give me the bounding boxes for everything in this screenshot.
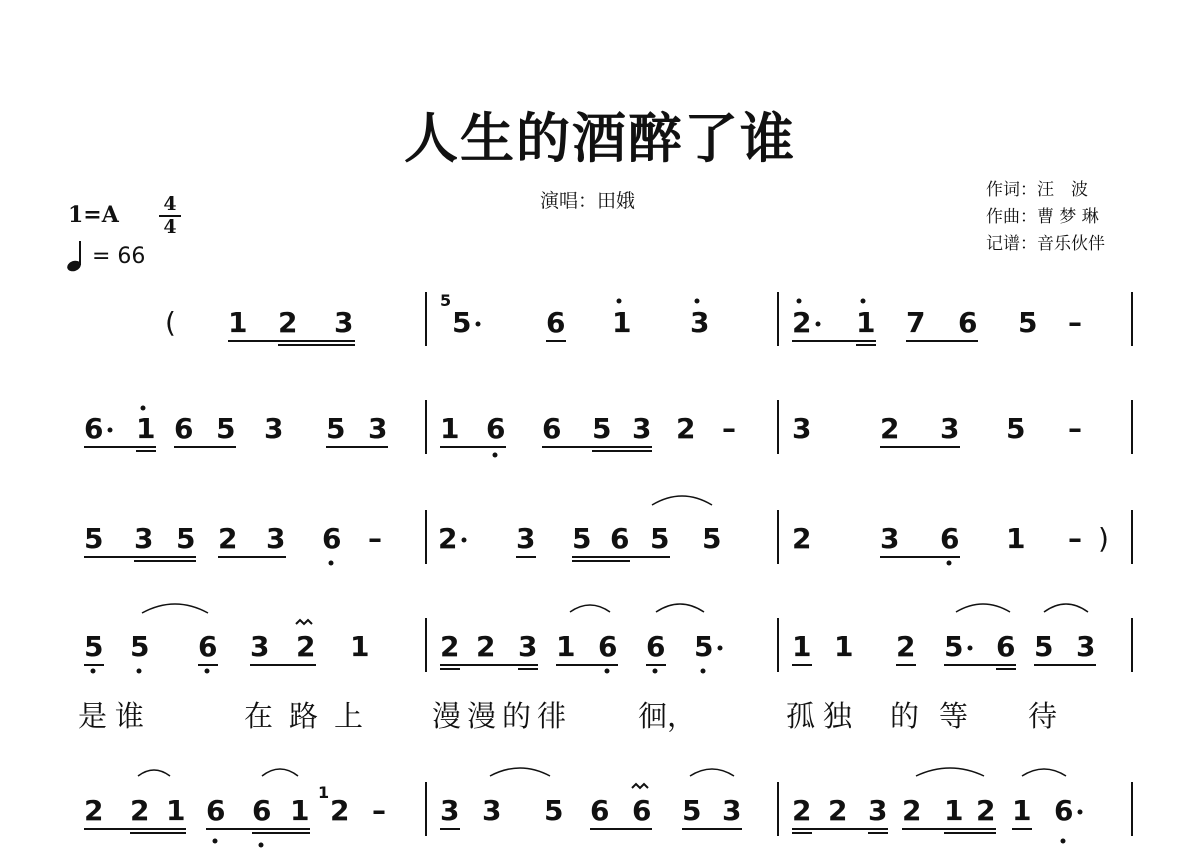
singer-credit: 演唱：田娥 [540,190,636,212]
svg-text:1: 1 [166,794,186,827]
svg-text:2: 2 [296,630,316,663]
lyric-1: 是谁 [78,699,153,733]
svg-text:2: 2 [976,794,996,827]
svg-text:2: 2 [330,794,350,827]
svg-text:5: 5 [650,522,670,555]
svg-text:2: 2 [84,794,104,827]
lyric-2: 在路上 [244,699,380,733]
svg-text:5: 5 [326,412,346,445]
svg-text:–: – [372,794,386,827]
svg-text:3: 3 [134,522,154,555]
svg-text:1: 1 [136,412,156,445]
svg-text:6: 6 [174,412,194,445]
svg-text:3: 3 [334,306,354,339]
svg-text:1: 1 [792,630,812,663]
meter-top: 4 [163,193,177,215]
svg-text:2: 2 [792,522,812,555]
score-row-2 [84,400,1132,458]
svg-text:2: 2 [476,630,496,663]
svg-text:5: 5 [84,522,104,555]
composer-credit: 作曲：曹 梦 琳 [986,207,1099,227]
lyric-6: 的等 [890,699,989,733]
svg-text:6: 6 [590,794,610,827]
svg-text:–: – [1068,522,1082,555]
svg-text:1: 1 [856,306,876,339]
svg-text:5: 5 [216,412,236,445]
svg-text:6: 6 [84,412,104,445]
svg-text:6: 6 [198,630,218,663]
svg-text:2: 2 [896,630,916,663]
svg-text:1: 1 [350,630,370,663]
svg-text:1: 1 [612,306,632,339]
svg-text:6: 6 [486,412,506,445]
svg-text:3: 3 [266,522,286,555]
svg-text:5: 5 [130,630,150,663]
svg-text:2: 2 [438,522,458,555]
svg-text:6: 6 [598,630,618,663]
svg-text:5: 5 [1034,630,1054,663]
svg-text:5: 5 [702,522,722,555]
meter-bottom: 4 [163,216,177,238]
svg-text:6: 6 [958,306,978,339]
svg-text:3: 3 [264,412,284,445]
svg-text:6: 6 [322,522,342,555]
svg-text:5: 5 [176,522,196,555]
song-title: 人生的酒醉了谁 [404,106,796,170]
svg-text:5: 5 [572,522,592,555]
svg-text:1: 1 [228,306,248,339]
svg-text:3: 3 [1076,630,1096,663]
svg-text:2: 2 [130,794,150,827]
svg-text:5: 5 [544,794,564,827]
svg-text:6: 6 [546,306,566,339]
svg-text:6: 6 [252,794,272,827]
svg-text:1: 1 [944,794,964,827]
svg-text:5: 5 [452,306,472,339]
lyricist-credit: 作词：汪 波 [986,180,1088,200]
svg-text:3: 3 [632,412,652,445]
lyric-5: 孤独 [786,699,861,733]
svg-text:6: 6 [940,522,960,555]
svg-text:3: 3 [792,412,812,445]
svg-text:5: 5 [944,630,964,663]
svg-text:2: 2 [218,522,238,555]
svg-text:7: 7 [906,306,926,339]
lyric-3: 漫漫的徘 [432,699,573,733]
svg-text:3: 3 [440,794,460,827]
transcriber-credit: 记谱：音乐伙伴 [986,234,1105,254]
svg-text:6: 6 [646,630,666,663]
svg-text:5: 5 [1018,306,1038,339]
svg-text:(: ( [165,306,176,339]
svg-text:3: 3 [722,794,742,827]
svg-text:1: 1 [556,630,576,663]
svg-text:–: – [368,522,382,555]
svg-text:2: 2 [792,306,812,339]
svg-text:3: 3 [940,412,960,445]
svg-text:3: 3 [368,412,388,445]
svg-text:–: – [722,412,736,445]
svg-text:1: 1 [440,412,460,445]
score-row-4 [84,604,1132,674]
svg-text:5: 5 [440,291,452,310]
svg-text:–: – [1068,306,1082,339]
score-row-5 [84,768,1132,848]
svg-text:2: 2 [278,306,298,339]
svg-text:–: – [1068,412,1082,445]
svg-text:5: 5 [694,630,714,663]
svg-text:1: 1 [290,794,310,827]
lyric-4: 徊， [638,699,697,733]
svg-text:2: 2 [440,630,460,663]
svg-text:3: 3 [690,306,710,339]
svg-text:3: 3 [868,794,888,827]
svg-text:): ) [1098,522,1109,555]
svg-text:6: 6 [542,412,562,445]
score-row-3 [84,496,1132,566]
svg-text:1: 1 [1012,794,1032,827]
svg-text:3: 3 [518,630,538,663]
svg-text:2: 2 [902,794,922,827]
svg-text:6: 6 [206,794,226,827]
svg-text:5: 5 [84,630,104,663]
svg-text:6: 6 [996,630,1016,663]
svg-text:6: 6 [1054,794,1074,827]
svg-text:6: 6 [610,522,630,555]
svg-text:2: 2 [676,412,696,445]
svg-text:5: 5 [592,412,612,445]
svg-text:3: 3 [482,794,502,827]
svg-text:1: 1 [318,783,330,802]
tempo-value: = 66 [92,243,146,269]
svg-text:3: 3 [880,522,900,555]
svg-text:2: 2 [792,794,812,827]
svg-text:6: 6 [632,794,652,827]
key-signature: 1=A [68,202,119,228]
svg-text:5: 5 [682,794,702,827]
score-row-1 [165,291,1132,346]
svg-text:5: 5 [1006,412,1026,445]
svg-text:3: 3 [250,630,270,663]
svg-text:1: 1 [1006,522,1026,555]
lyric-7: 待 [1028,699,1058,733]
svg-text:1: 1 [834,630,854,663]
svg-text:2: 2 [880,412,900,445]
svg-text:2: 2 [828,794,848,827]
svg-text:3: 3 [516,522,536,555]
